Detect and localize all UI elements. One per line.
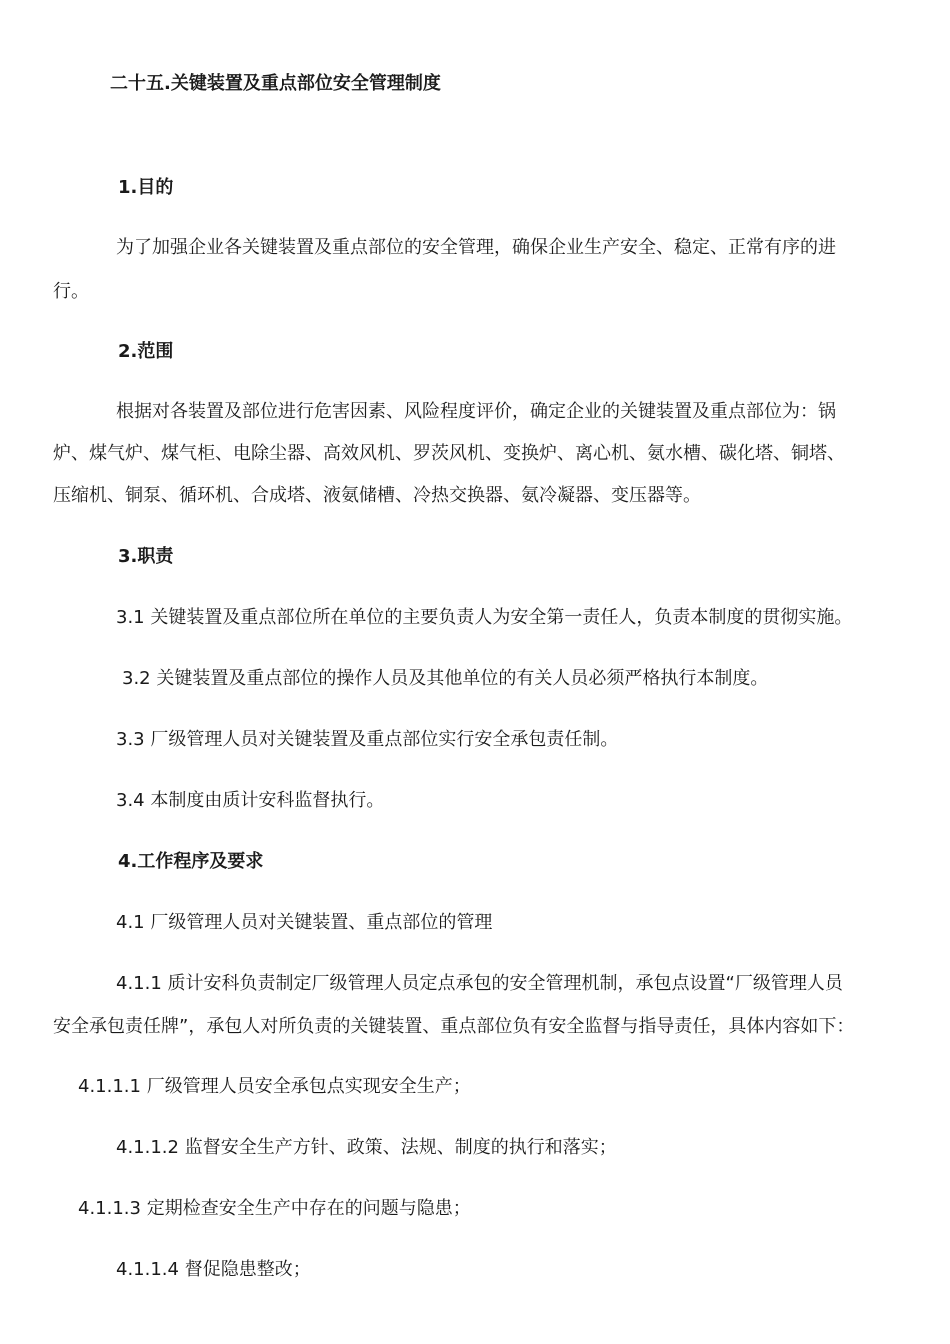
paragraph-scope-line-3: 压缩机、铜泵、循环机、合成塔、液氨储槽、冷热交换器、氨冷凝器、变压器等。 <box>53 485 701 506</box>
document-title: 二十五.关键装置及重点部位安全管理制度 <box>110 73 441 94</box>
section-heading-procedures: 4.工作程序及要求 <box>118 851 264 872</box>
clause-4-1: 4.1 厂级管理人员对关键装置、重点部位的管理 <box>116 912 493 933</box>
clause-4-1-1-line-1: 4.1.1 质计安科负责制定厂级管理人员定点承包的安全管理机制，承包点设置“厂级管理人员 <box>116 973 843 994</box>
clause-4-1-1-1: 4.1.1.1 厂级管理人员安全承包点实现安全生产； <box>78 1076 471 1097</box>
paragraph-purpose-line-1: 为了加强企业各关键装置及重点部位的安全管理，确保企业生产安全、稳定、正常有序的进 <box>116 237 836 258</box>
paragraph-purpose-line-2: 行。 <box>53 281 89 302</box>
clause-3-2: 3.2 关键装置及重点部位的操作人员及其他单位的有关人员必须严格执行本制度。 <box>122 668 769 689</box>
section-heading-scope: 2.范围 <box>118 341 174 362</box>
clause-4-1-1-line-2: 安全承包责任牌”，承包人对所负责的关键装置、重点部位负有安全监督与指导责任，具体内容如下： <box>53 1016 855 1037</box>
clause-4-1-1-4: 4.1.1.4 督促隐患整改； <box>116 1259 311 1280</box>
paragraph-scope-line-2: 炉、煤气炉、煤气柜、电除尘器、高效风机、罗茨风机、变换炉、离心机、氨水槽、碳化塔、铜塔、 <box>53 443 845 464</box>
section-heading-purpose: 1.目的 <box>118 177 174 198</box>
paragraph-scope-line-1: 根据对各装置及部位进行危害因素、风险程度评价，确定企业的关键装置及重点部位为：锅 <box>116 401 836 422</box>
clause-4-1-1-2: 4.1.1.2 监督安全生产方针、政策、法规、制度的执行和落实； <box>116 1137 617 1158</box>
clause-3-1: 3.1 关键装置及重点部位所在单位的主要负责人为安全第一责任人，负责本制度的贯彻实施。 <box>116 607 853 628</box>
clause-3-3: 3.3 厂级管理人员对关键装置及重点部位实行安全承包责任制。 <box>116 729 619 750</box>
clause-4-1-1-3: 4.1.1.3 定期检查安全生产中存在的问题与隐患； <box>78 1198 471 1219</box>
clause-3-4: 3.4 本制度由质计安科监督执行。 <box>116 790 385 811</box>
section-heading-duties: 3.职责 <box>118 546 174 567</box>
